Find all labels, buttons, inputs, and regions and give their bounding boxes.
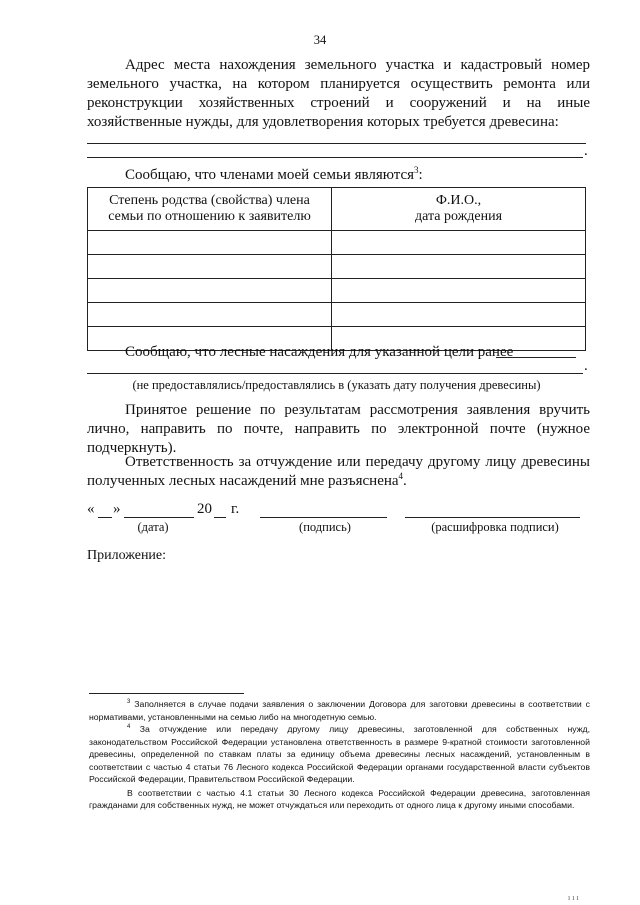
name-cell[interactable]	[332, 303, 586, 327]
date-close-quote: »	[113, 501, 121, 517]
header-relationship: Степень родства (свойства) члена семьи по отношению к заявителю	[88, 188, 332, 231]
year-suffix: г.	[231, 501, 240, 517]
relationship-cell[interactable]	[88, 279, 332, 303]
table-header-row	[88, 188, 586, 231]
address-fill-line-1[interactable]	[87, 143, 586, 144]
date-day-line[interactable]	[98, 517, 112, 518]
corner-mark: ııı	[568, 893, 581, 902]
footnote-ref-3: 3	[414, 165, 419, 175]
relationship-cell[interactable]	[88, 255, 332, 279]
family-intro: Сообщаю, что членами моей семьи являются$^3$:	[125, 165, 423, 183]
decision-paragraph	[87, 401, 590, 458]
signature-decoding-line[interactable]	[405, 517, 580, 518]
footnote-3: $^3$ Заполняется в случае подачи заявления о заключении Договора для заготовки древесины в соответствии с нормативами, установленными на семью либо на многодетную семью.	[89, 699, 590, 722]
table-row	[88, 255, 586, 279]
family-intro-text: Сообщаю, что членами моей семьи являются	[125, 167, 415, 183]
date-open-quote: «	[87, 501, 95, 517]
address-paragraph	[87, 56, 590, 132]
footnote-extra: В соответствии с частью 4.1 статьи 30 Лесного кодекса Российской Федерации древесина, заготовленная гражданами для собственных нужд, не может отчуждаться или переходить от одного лица к другому иными способами.	[89, 787, 590, 810]
date-year-line[interactable]	[214, 517, 226, 518]
label-decoding: (расшифровка подписи)	[431, 520, 559, 534]
address-paragraph-text: Адрес места нахождения земельного участка и кадастровый номер земельного участка, на котором планируется осуществить ремонта или реконструкции хозяйственных строений и сооружений и на иные хозяйственные нужды, для удовлетворения которых требуется древесина:	[87, 57, 590, 130]
name-cell[interactable]	[332, 255, 586, 279]
year-prefix: 20	[197, 501, 212, 517]
relationship-cell[interactable]	[88, 303, 332, 327]
address-end-period: .	[584, 143, 588, 159]
address-fill-line-2[interactable]	[87, 157, 583, 158]
responsibility-paragraph: Ответственность за отчуждение или передачу другому лицу древесины полученных лесных насаждений мне разъяснена$^4$.	[87, 454, 590, 489]
footnotes	[89, 698, 590, 812]
footnote-4: $^4$ За отчуждение или передачу другому лицу древесины, заготовленной для собственных нужд, законодательством Российской Федерации установлена ответственность в размере 9-кратной стоимости заготовленной древесины, определенной по ставкам платы за единицу объема древесины лесных насаждений, установленным в соответствии с частью 4 статьи 76 Лесного кодекса Российской Федерации органами государственной власти субъектов Российской Федерации, Правительством Российской Федерации.	[89, 724, 591, 784]
table-row	[88, 231, 586, 255]
forest-fill-line-inline[interactable]	[496, 357, 576, 358]
forest-hint: (не предоставлялись/предоставлялись в (указать дату получения древесины)	[132, 378, 541, 392]
family-members-table	[87, 187, 586, 351]
page-number: 34	[313, 33, 327, 47]
name-cell[interactable]	[332, 279, 586, 303]
label-signature: (подпись)	[299, 520, 351, 534]
forest-fill-line[interactable]	[87, 373, 583, 374]
decision-paragraph-text: Принятое решение по результатам рассмотрения заявления вручить лично, направить по почте, направить по электронной почте (нужное подчеркнуть).	[87, 402, 590, 456]
name-cell[interactable]	[332, 231, 586, 255]
signature-line[interactable]	[260, 517, 387, 518]
label-date: (дата)	[137, 520, 169, 534]
date-month-line[interactable]	[124, 517, 194, 518]
forest-statement: Сообщаю, что лесные насаждения для указанной цели ранее	[125, 344, 514, 360]
table-row	[88, 303, 586, 327]
relationship-cell[interactable]	[88, 231, 332, 255]
attachment-label: Приложение:	[87, 548, 167, 563]
header-name-birthdate: Ф.И.О., дата рождения	[332, 188, 586, 231]
footnote-separator	[89, 693, 244, 694]
footnote-ref-4: 4	[398, 471, 404, 481]
forest-end-period: .	[584, 358, 588, 374]
responsibility-paragraph-text: Ответственность за отчуждение или передачу другому лицу древесины полученных лесных насаждений мне разъяснена	[87, 454, 590, 489]
table-row	[88, 279, 586, 303]
